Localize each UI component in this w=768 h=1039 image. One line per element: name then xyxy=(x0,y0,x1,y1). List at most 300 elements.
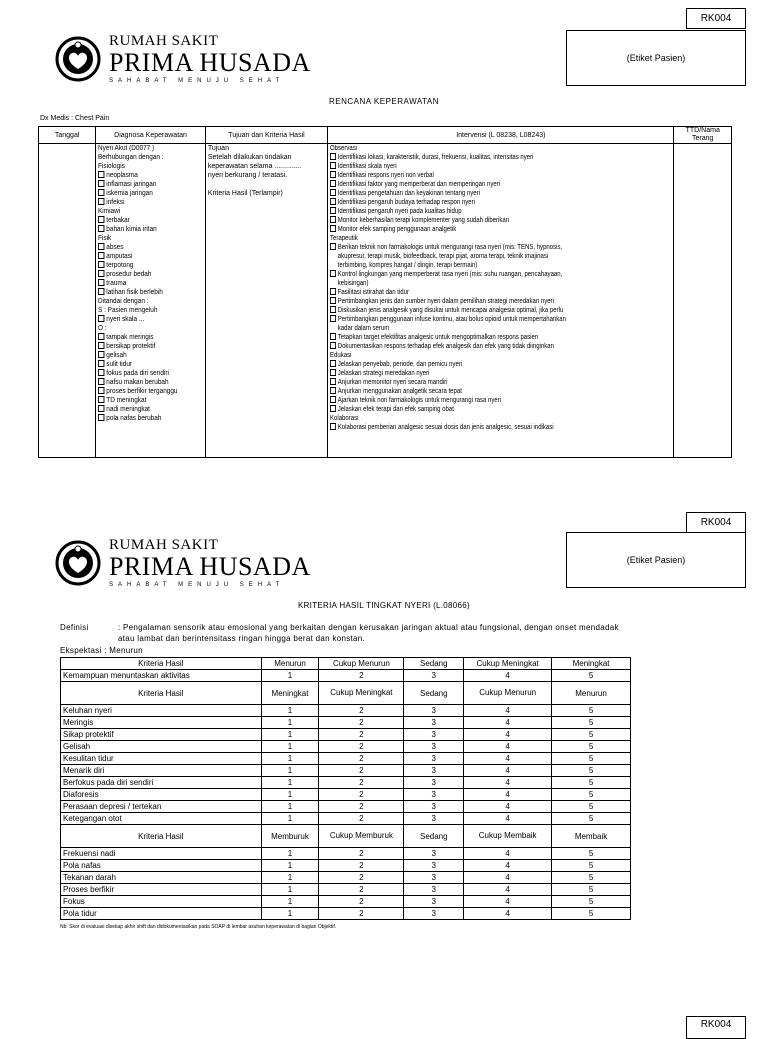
score-cell[interactable]: 1 xyxy=(261,717,319,729)
score-cell[interactable]: 2 xyxy=(319,848,404,860)
score-cell[interactable]: 5 xyxy=(552,670,631,682)
criteria-row xyxy=(61,848,631,860)
criteria-header-cell: Sedang xyxy=(404,682,464,705)
score-cell[interactable]: 1 xyxy=(261,765,319,777)
intervention-line-text: kadar dalam serum xyxy=(337,325,390,332)
cell-ttd xyxy=(674,144,732,458)
score-cell[interactable]: 5 xyxy=(552,765,631,777)
score-cell[interactable]: 2 xyxy=(319,777,404,789)
score-cell[interactable]: 4 xyxy=(464,872,552,884)
intervention-line xyxy=(330,171,623,180)
page-title: RENCANA KEPERAWATAN xyxy=(329,97,439,106)
score-cell[interactable]: 3 xyxy=(404,753,464,765)
criteria-header-row xyxy=(61,682,631,705)
checkbox-icon[interactable] xyxy=(330,360,336,367)
criteria-row xyxy=(61,729,631,741)
goal-line: Setelah dilakukan tindakan xyxy=(207,154,292,161)
diagnosis-line xyxy=(98,261,194,270)
criteria-label: Fokus xyxy=(61,896,262,908)
checkbox-icon[interactable] xyxy=(98,252,104,259)
intervention-line xyxy=(330,342,623,351)
medical-diagnosis: Dx Medis : Chest Pain xyxy=(40,115,110,122)
score-cell[interactable]: 3 xyxy=(404,729,464,741)
intervention-line xyxy=(330,279,623,288)
intervention-line xyxy=(330,252,623,261)
intervention-line-text: Diskusikan jenis analgesik yang disukai untuk mencapai analgesia optimal, jika perlu xyxy=(337,307,564,314)
criteria-header-cell: Cukup Menurun xyxy=(464,682,552,705)
checkbox-icon[interactable] xyxy=(98,315,104,322)
cell-tanggal xyxy=(39,144,96,458)
score-cell[interactable]: 4 xyxy=(464,717,552,729)
score-cell[interactable]: 1 xyxy=(261,753,319,765)
checkbox-icon[interactable] xyxy=(98,198,104,205)
score-cell[interactable]: 1 xyxy=(261,670,319,682)
checkbox-icon[interactable] xyxy=(98,333,104,340)
checkbox-icon[interactable] xyxy=(98,351,104,358)
intervention-line-text: Kolaborasi pemberian analgesic sesuai dosis dan jenis analgesic, sesuai indikasi xyxy=(337,424,554,431)
score-cell[interactable]: 2 xyxy=(319,801,404,813)
criteria-label: Frekuensi nadi xyxy=(61,848,262,860)
criteria-header-cell: Cukup Menurun xyxy=(319,658,404,670)
diagnosis-line-text: tampak meringis xyxy=(106,334,154,341)
intervention-line-text: Anjurkan memonitor nyeri secara mandiri xyxy=(337,379,448,386)
score-cell[interactable]: 1 xyxy=(261,789,319,801)
criteria-row xyxy=(61,884,631,896)
score-cell[interactable]: 3 xyxy=(404,801,464,813)
score-cell[interactable]: 3 xyxy=(404,848,464,860)
criteria-label: Tekanan darah xyxy=(61,872,262,884)
score-cell[interactable]: 5 xyxy=(552,789,631,801)
criteria-header-cell: Memburuk xyxy=(261,825,319,848)
diagnosis-line-text: prosedur bedah xyxy=(106,271,152,278)
score-cell[interactable]: 4 xyxy=(464,729,552,741)
checkbox-icon[interactable] xyxy=(330,297,336,304)
diagnosis-line-text: nyeri skala ... xyxy=(106,316,145,323)
diagnosis-line xyxy=(98,216,194,225)
diagnosis-line xyxy=(98,297,194,306)
intervention-line-text: Pertimbangkan jenis dan sumber nyeri dalam pemilihan strategi meredakan nyeri xyxy=(337,298,555,305)
score-cell[interactable]: 4 xyxy=(464,670,552,682)
checkbox-icon[interactable] xyxy=(330,225,336,232)
goal-line: keperawatan selama .............. xyxy=(207,163,302,170)
score-cell[interactable]: 1 xyxy=(261,813,319,825)
diagnosis-line xyxy=(98,288,194,297)
intervention-line-text: Anjurkan menggunakan analgetik secara tepat xyxy=(337,388,463,395)
score-cell[interactable]: 5 xyxy=(552,741,631,753)
col-header-tujuan: Tujuan dan Kriteria Hasil xyxy=(205,127,327,144)
diagnosis-line xyxy=(98,225,194,234)
intervention-line xyxy=(330,306,623,315)
checkbox-icon[interactable] xyxy=(98,369,104,376)
intervention-line xyxy=(330,396,623,405)
diagnosis-line-text: neoplasma xyxy=(106,172,139,179)
checkbox-icon[interactable] xyxy=(98,396,104,403)
score-cell[interactable]: 1 xyxy=(261,801,319,813)
score-cell[interactable]: 3 xyxy=(404,813,464,825)
intervention-line xyxy=(330,405,623,414)
intervention-line-text: Identifikasi pengaruh budaya terhadap respon nyeri xyxy=(337,199,476,206)
checkbox-icon[interactable] xyxy=(330,306,336,313)
criteria-header-cell: Meningkat xyxy=(261,682,319,705)
criteria-header-cell: Sedang xyxy=(404,825,464,848)
checkbox-icon[interactable] xyxy=(98,270,104,277)
checkbox-icon[interactable] xyxy=(330,387,336,394)
score-cell[interactable]: 2 xyxy=(319,908,404,920)
hospital-emblem-icon xyxy=(55,36,101,82)
checkbox-icon[interactable] xyxy=(330,180,336,187)
checkbox-icon[interactable] xyxy=(330,216,336,223)
score-cell[interactable]: 1 xyxy=(261,860,319,872)
score-cell[interactable]: 4 xyxy=(464,908,552,920)
intervention-line-text: Identifikasi faktor yang memperberat dan memperingan nyeri xyxy=(337,181,501,188)
intervention-line xyxy=(330,360,623,369)
criteria-header-cell: Kriteria Hasil xyxy=(61,658,262,670)
intervention-line-text: Tetapkan target efektifitas analgesic untuk mengoptimalkan respons pasien xyxy=(337,334,539,341)
score-cell[interactable]: 5 xyxy=(552,705,631,717)
hospital-tagline: SAHABAT MENUJU SEHAT xyxy=(109,582,285,588)
checkbox-icon[interactable] xyxy=(330,207,336,214)
diagnosis-line xyxy=(98,351,194,360)
score-cell[interactable]: 4 xyxy=(464,777,552,789)
criteria-row xyxy=(61,753,631,765)
checkbox-icon[interactable] xyxy=(98,405,104,412)
checkbox-icon[interactable] xyxy=(330,243,336,250)
diagnosis-line xyxy=(98,171,194,180)
diagnosis-line-text: trauma xyxy=(106,280,127,287)
checkbox-icon[interactable] xyxy=(330,405,336,412)
intervention-line xyxy=(330,144,623,153)
score-cell[interactable]: 5 xyxy=(552,908,631,920)
diagnosis-line xyxy=(98,315,194,324)
checkbox-icon[interactable] xyxy=(98,180,104,187)
score-cell[interactable]: 4 xyxy=(464,848,552,860)
checkbox-icon[interactable] xyxy=(98,261,104,268)
checkbox-icon[interactable] xyxy=(98,171,104,178)
checkbox-icon[interactable] xyxy=(330,333,336,340)
criteria-header-row xyxy=(61,825,631,848)
definition-label: Definisi xyxy=(60,623,89,632)
intervention-line xyxy=(330,414,623,423)
criteria-row xyxy=(61,908,631,920)
checkbox-icon[interactable] xyxy=(330,396,336,403)
score-cell[interactable]: 5 xyxy=(552,896,631,908)
intervention-line-text: Monitor keberhasilan terapi komplementer yang sudah diberikan xyxy=(337,217,510,224)
diagnosis-line-text: fokus pada diri sendiri xyxy=(106,370,170,377)
intervention-line-text: Kontrol lingkungan yang memperberat rasa nyeri (mis: suhu ruangan, pencahayaan, xyxy=(337,271,563,278)
diagnosis-line-text: pola nafas berubah xyxy=(106,415,162,422)
score-cell[interactable]: 3 xyxy=(404,777,464,789)
form-code-box: RK004 xyxy=(686,8,746,29)
diagnosis-line xyxy=(98,279,194,288)
score-cell[interactable]: 2 xyxy=(319,741,404,753)
diagnosis-line-text: inflamasi jaringan xyxy=(106,181,157,188)
score-cell[interactable]: 1 xyxy=(261,705,319,717)
checkbox-icon[interactable] xyxy=(330,369,336,376)
diagnosis-line-text: abses xyxy=(106,244,124,251)
criteria-row xyxy=(61,717,631,729)
score-cell[interactable]: 2 xyxy=(319,705,404,717)
definition-text-1: : Pengalaman sensorik atau emosional yang berkaitan dengan kerusakan jaringan aktual atau fungsional, dengan onset mendadak xyxy=(118,623,619,632)
diagnosis-line-text: Ditandai dengan : xyxy=(98,298,149,305)
score-cell[interactable]: 5 xyxy=(552,860,631,872)
diagnosis-line xyxy=(98,270,194,279)
checkbox-icon[interactable] xyxy=(98,414,104,421)
diagnosis-line xyxy=(98,369,194,378)
intervention-line-text: Identifikasi pengaruh nyeri pada kualitas hidup xyxy=(337,208,462,215)
diagnosis-line xyxy=(98,189,194,198)
score-cell[interactable]: 2 xyxy=(319,717,404,729)
intervention-line-text: Identifikasi respons nyeri non verbal xyxy=(337,172,434,179)
score-cell[interactable]: 1 xyxy=(261,777,319,789)
score-cell[interactable]: 3 xyxy=(404,765,464,777)
diagnosis-line-text: sulit tidur xyxy=(106,361,133,368)
checkbox-icon[interactable] xyxy=(98,189,104,196)
diagnosis-line-text: O : xyxy=(98,325,107,332)
score-cell[interactable]: 3 xyxy=(404,884,464,896)
intervention-line-text: kebisingan) xyxy=(337,280,369,287)
score-cell[interactable]: 5 xyxy=(552,753,631,765)
criteria-row xyxy=(61,872,631,884)
diagnosis-line xyxy=(98,162,194,171)
evaluation-note: Nb: Skor di evaluasi disetiap akhir shift dan didokumentasikan pada SOAP di lembar asuhan keperawatan di bagian Objektif. xyxy=(60,924,337,930)
goal-line: nyeri berkurang / teratasi. xyxy=(207,172,288,179)
intervention-line xyxy=(330,324,623,333)
score-cell[interactable]: 3 xyxy=(404,717,464,729)
cell-intervensi xyxy=(328,144,674,458)
diagnosis-line-text: bersikap protektif xyxy=(106,343,156,350)
score-cell[interactable]: 5 xyxy=(552,729,631,741)
score-cell[interactable]: 1 xyxy=(261,896,319,908)
score-cell[interactable]: 3 xyxy=(404,789,464,801)
score-cell[interactable]: 1 xyxy=(261,729,319,741)
checkbox-icon[interactable] xyxy=(330,270,336,277)
score-cell[interactable]: 4 xyxy=(464,801,552,813)
intervention-line-text: Edukasi xyxy=(330,352,352,359)
score-cell[interactable]: 2 xyxy=(319,813,404,825)
checkbox-icon[interactable] xyxy=(330,198,336,205)
diagnosis-line-text: Berhubungan dengan : xyxy=(98,154,164,161)
score-cell[interactable]: 1 xyxy=(261,741,319,753)
diagnosis-line-text: proses berfikir terganggu xyxy=(106,388,178,395)
criteria-row xyxy=(61,860,631,872)
goal-line xyxy=(208,180,325,189)
diagnosis-line xyxy=(98,324,194,333)
diagnosis-line-text: S : Pasien mengeluh xyxy=(98,307,158,314)
score-cell[interactable]: 2 xyxy=(319,670,404,682)
criteria-header-cell: Meningkat xyxy=(552,658,631,670)
score-cell[interactable]: 3 xyxy=(404,670,464,682)
score-cell[interactable]: 1 xyxy=(261,872,319,884)
diagnosis-line xyxy=(98,333,194,342)
checkbox-icon[interactable] xyxy=(98,279,104,286)
hospital-name-line2: PRIMA HUSADA xyxy=(109,552,311,581)
intervention-line xyxy=(330,225,623,234)
criteria-label: Gelisah xyxy=(61,741,262,753)
criteria-header-cell: Kriteria Hasil xyxy=(61,825,262,848)
score-cell[interactable]: 5 xyxy=(552,777,631,789)
criteria-label: Kemampuan menuntaskan aktivitas xyxy=(61,670,262,682)
checkbox-icon[interactable] xyxy=(330,342,336,349)
diagnosis-line-text: gelisah xyxy=(106,352,127,359)
checkbox-icon[interactable] xyxy=(98,378,104,385)
score-cell[interactable]: 5 xyxy=(552,813,631,825)
score-cell[interactable]: 2 xyxy=(319,896,404,908)
criteria-row xyxy=(61,705,631,717)
criteria-row xyxy=(61,670,631,682)
diagnosis-line-text: Kimiawi xyxy=(98,208,121,215)
diagnosis-line xyxy=(98,252,194,261)
score-cell[interactable]: 2 xyxy=(319,860,404,872)
intervention-line xyxy=(330,351,623,360)
col-header-diagnosa: Diagnosa Keperawatan xyxy=(96,127,206,144)
intervention-line xyxy=(330,243,623,252)
hospital-logo xyxy=(55,34,311,84)
checkbox-icon[interactable] xyxy=(330,153,336,160)
score-cell[interactable]: 4 xyxy=(464,741,552,753)
intervention-line xyxy=(330,333,623,342)
criteria-row xyxy=(61,789,631,801)
score-cell[interactable]: 5 xyxy=(552,884,631,896)
score-cell[interactable]: 4 xyxy=(464,753,552,765)
diagnosis-line xyxy=(98,378,194,387)
intervention-line-text: Dokumentasikan respons terhadap efek analgesik dan efek yang tidak diinginkan xyxy=(337,343,555,350)
checkbox-icon[interactable] xyxy=(330,162,336,169)
checkbox-icon[interactable] xyxy=(98,387,104,394)
hospital-name-line1: RUMAH SAKIT xyxy=(109,537,219,553)
criteria-header-cell: Cukup Meningkat xyxy=(464,658,552,670)
criteria-table-wrap xyxy=(60,657,631,920)
intervention-line xyxy=(330,234,623,243)
score-cell[interactable]: 4 xyxy=(464,705,552,717)
criteria-table xyxy=(60,657,631,920)
criteria-header-cell: Membaik xyxy=(552,825,631,848)
criteria-label: Meringis xyxy=(61,717,262,729)
criteria-header-row xyxy=(61,658,631,670)
criteria-row xyxy=(61,801,631,813)
col-header-tanggal: Tanggal xyxy=(39,127,96,144)
checkbox-icon[interactable] xyxy=(98,225,104,232)
intervention-line-text: Identifikasi pengetahuan dan keyakinan tentang nyeri xyxy=(337,190,481,197)
checkbox-icon[interactable] xyxy=(330,378,336,385)
diagnosis-line-text: terbakar xyxy=(106,217,131,224)
criteria-label: Kesulitan tidur xyxy=(61,753,262,765)
diagnosis-line-text: bahan kimia iritan xyxy=(106,226,158,233)
score-cell[interactable]: 1 xyxy=(261,884,319,896)
score-cell[interactable]: 2 xyxy=(319,753,404,765)
score-cell[interactable]: 4 xyxy=(464,765,552,777)
intervention-line-text: Ajarkan teknik non farmakologis untuk mengurangi rasa nyeri xyxy=(337,397,502,404)
score-cell[interactable]: 5 xyxy=(552,848,631,860)
score-cell[interactable]: 4 xyxy=(464,896,552,908)
checkbox-icon[interactable] xyxy=(98,216,104,223)
diagnosis-line xyxy=(98,414,194,423)
form-code-box-3: RK004 xyxy=(686,1016,746,1039)
score-cell[interactable]: 2 xyxy=(319,884,404,896)
score-cell[interactable]: 3 xyxy=(404,908,464,920)
diagnosis-line-text: latihan fisik berlebih xyxy=(106,289,164,296)
score-cell[interactable]: 2 xyxy=(319,789,404,801)
score-cell[interactable]: 2 xyxy=(319,729,404,741)
criteria-label: Pola tidur xyxy=(61,908,262,920)
intervention-line xyxy=(330,162,623,171)
intervention-line-text: Jelaskan strategi meredakan nyeri xyxy=(337,370,430,377)
intervention-line xyxy=(330,315,623,324)
score-cell[interactable]: 3 xyxy=(404,705,464,717)
care-plan-table-wrap xyxy=(38,126,732,458)
checkbox-icon[interactable] xyxy=(98,360,104,367)
patient-label-box: (Etiket Pasien) xyxy=(566,30,746,86)
score-cell[interactable]: 4 xyxy=(464,884,552,896)
checkbox-icon[interactable] xyxy=(330,423,336,430)
score-cell[interactable]: 1 xyxy=(261,848,319,860)
criteria-row xyxy=(61,896,631,908)
hospital-name-line1: RUMAH SAKIT xyxy=(109,33,219,49)
checkbox-icon[interactable] xyxy=(330,171,336,178)
intervention-line xyxy=(330,207,623,216)
score-cell[interactable]: 2 xyxy=(319,765,404,777)
score-cell[interactable]: 1 xyxy=(261,908,319,920)
diagnosis-line-text: Fisik xyxy=(98,235,112,242)
intervention-line-text: Identifikasi lokasi, karakteristik, durasi, frekuensi, kualitas, intensitas nyeri xyxy=(337,154,534,161)
score-cell[interactable]: 5 xyxy=(552,717,631,729)
score-cell[interactable]: 4 xyxy=(464,813,552,825)
cell-diagnosa xyxy=(96,144,206,458)
diagnosis-line xyxy=(98,360,194,369)
patient-label-box-2: (Etiket Pasien) xyxy=(566,532,746,588)
criteria-header-cell: Cukup Meningkat xyxy=(319,682,404,705)
score-cell[interactable]: 4 xyxy=(464,789,552,801)
hospital-name-line2: PRIMA HUSADA xyxy=(109,48,311,77)
intervention-line xyxy=(330,378,623,387)
score-cell[interactable]: 5 xyxy=(552,872,631,884)
checkbox-icon[interactable] xyxy=(98,288,104,295)
criteria-label: Ketegangan otot xyxy=(61,813,262,825)
diagnosis-line-text: terpotong xyxy=(106,262,134,269)
diagnosis-line-text: nafsu makan berubah xyxy=(106,379,169,386)
intervention-line-text: Identifikasi skala nyeri xyxy=(337,163,397,170)
intervention-line-text: Monitor efek samping penggunaan analgetik xyxy=(337,226,457,233)
checkbox-icon[interactable] xyxy=(330,288,336,295)
intervention-line xyxy=(330,216,623,225)
score-cell[interactable]: 4 xyxy=(464,860,552,872)
diagnosis-line-text: TD meningkat xyxy=(106,397,147,404)
diagnosis-line xyxy=(98,144,194,153)
diagnosis-line xyxy=(98,234,194,243)
score-cell[interactable]: 2 xyxy=(319,872,404,884)
score-cell[interactable]: 5 xyxy=(552,801,631,813)
checkbox-icon[interactable] xyxy=(330,189,336,196)
score-cell[interactable]: 3 xyxy=(404,741,464,753)
score-cell[interactable]: 3 xyxy=(404,860,464,872)
form-code-box-2: RK004 xyxy=(686,512,746,533)
intervention-line xyxy=(330,288,623,297)
checkbox-icon[interactable] xyxy=(98,342,104,349)
intervention-line-text: akupresur, terapi musik, biofeedback, terapi pijat, aroma terapi, teknik imajinasi xyxy=(337,253,549,260)
score-cell[interactable]: 3 xyxy=(404,872,464,884)
checkbox-icon[interactable] xyxy=(330,315,336,322)
criteria-label: Keluhan nyeri xyxy=(61,705,262,717)
diagnosis-line xyxy=(98,387,194,396)
hospital-emblem-icon xyxy=(55,540,101,586)
checkbox-icon[interactable] xyxy=(98,243,104,250)
criteria-header-cell: Cukup Memburuk xyxy=(319,825,404,848)
criteria-label: Sikap protektif xyxy=(61,729,262,741)
col-header-ttd: TTD/Nama Terang xyxy=(674,127,732,144)
hospital-logo-2 xyxy=(55,538,311,588)
criteria-row xyxy=(61,813,631,825)
score-cell[interactable]: 3 xyxy=(404,896,464,908)
intervention-line-text: Jelaskan penyebab, periode, dan pemicu nyeri xyxy=(337,361,463,368)
